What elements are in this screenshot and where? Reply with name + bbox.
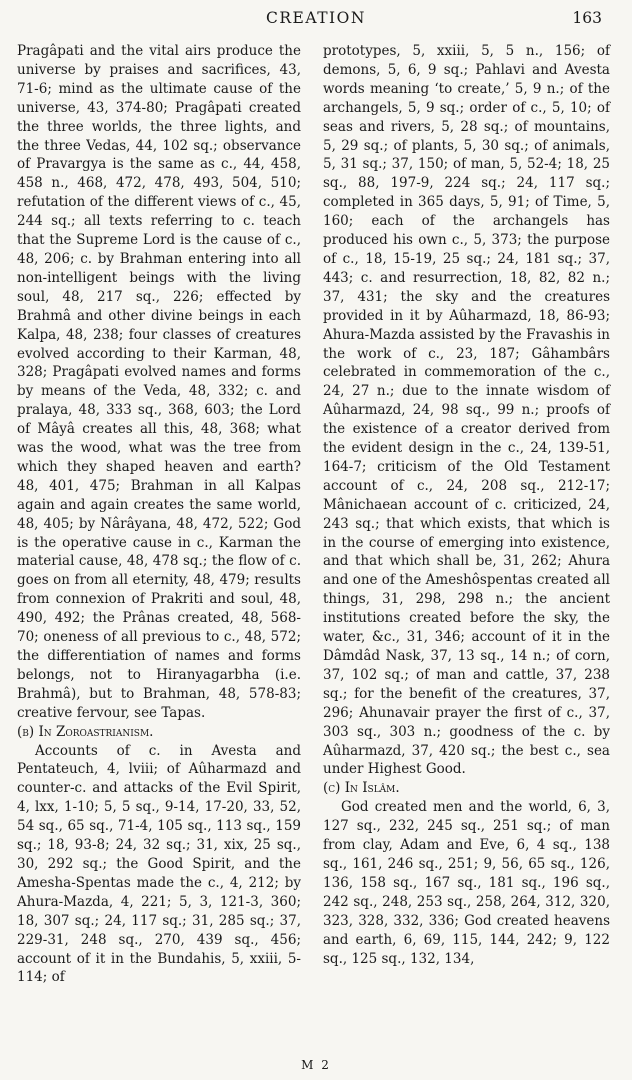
subheading-islam: (c) In Islâm. [323,780,400,797]
entry-creation-a-continued: Pragâpati and the vital airs produce the universe by praises and sacrifices, 43, 71-6; mind as the ultimate cause of the universe, 43, 374-80; Pragâpati created the three worlds, the three lights, and the three Vedas, 44, 102 sq.; observance of Pravargya is the same as c., 44, 458, 458 n., 468, 472, 478, 493, 504, 510; refutation of the different views of c., 45, 244 sq.; all texts referring to c. teach that the Supreme Lord is the cause of c., 48, 206; c. by Brahman entering into all non-intelligent beings with the living soul, 48, 217 sq., 226; effected by Brahmâ and other divine beings in each Kalpa, 48, 238; four classes of creatures evolved according to their Karman, 48, 328; Pragâpati evolved names and forms by means of the Veda, 48, 332; c. and pralaya, 48, 333 sq., 368, 603; the Lord of Mâyâ creates all this, 48, 368; what was the wood, what was the tree from which they shaped heaven and earth? 48, 401, 475; Brahman in all Kalpas again and again creates the same world, 48, 405; by Nârâyana, 48, 472, 522; God is the operative cause in c., Karman the material cause, 48, 478 sq.; the flow of c. goes on from all eternity, 48, 479; results from connexion of Prakriti and soul, 48, 490, 492; the Prânas created, 48, 568-70; oneness of all previous to c., 48, 572; the differentiation of names and forms belongs, not to Hiranyagarbha (i.e. Brahmâ), but to Brahman, 48, 578-83; creative fervour, see Tapas. [17,43,301,721]
page-number: 163 [572,9,602,27]
entry-creation-b-start: Accounts of c. in Avesta and Pentateuch, 4, lviii; of Aûharmazd and counter-c. and attacks of the Evil Spirit, 4, lxx, 1-10; 5, 5 sq., 9-14, 17-20, 33, 52, 54 sq., 65 sq., 71-4, 105 sq., 113 sq., 159 sq.; 18, 93-8; 24, 32 sq.; 31, xix, 25 sq., 30, 292 sq.; the Good Spirit, and the Amesha-Spentas made the c., 4, 212; by Ahura-Mazda, 4, 221; 5, 3, 121-3, 360; 18, 307 sq.; 24, 117 sq.; 31, 285 sq.; 37, 229-31, 248 sq., 270, 439 sq., 456; account of it in the Bundahis, 5, xxiii, 5-114; of [17,742,301,986]
right-column [323,42,610,968]
subheading-zoroastrianism: (b) In Zoroastrianism. [17,723,154,740]
signature-mark: M 2 [301,1058,331,1072]
page-header [0,9,632,33]
entry-creation-c-start: God created men and the world, 6, 3, 127 sq., 232, 245 sq., 251 sq.; of man from clay, Adam and Eve, 6, 4 sq., 138 sq., 161, 246 sq., 251; 9, 56, 65 sq., 126, 136, 158 sq., 167 sq., 181 sq., 196 sq., 242 sq., 248, 253 sq., 258, 264, 312, 320, 323, 328, 332, 336; God created heavens and earth, 6, 69, 115, 144, 242; 9, 122 sq., 125 sq., 132, 134, [323,799,610,967]
running-title: CREATION [266,9,366,27]
left-column [17,42,301,987]
entry-creation-b-continued: prototypes, 5, xxiii, 5, 5 n., 156; of demons, 5, 6, 9 sq.; Pahlavi and Avesta words meaning ‘to create,’ 5, 9 n.; of the archangels, 5, 9 sq.; order of c., 5, 10; of seas and rivers, 5, 28 sq.; of mountains, 5, 29 sq.; of plants, 5, 30 sq.; of animals, 5, 31 sq.; 37, 150; of man, 5, 52-4; 18, 25 sq., 88, 197-9, 224 sq.; 24, 117 sq.; completed in 365 days, 5, 91; of Time, 5, 160; each of the archangels has produced his own c., 5, 373; the purpose of c., 18, 15-19, 25 sq.; 24, 181 sq.; 37, 443; c. and resurrection, 18, 82, 82 n.; 37, 431; the sky and the creatures provided in it by Aûharmazd, 18, 86-93; Ahura-Mazda assisted by the Fravashis in the work of c., 23, 187; Gâhambârs celebrated in commemoration of the c., 24, 27 n.; due to the innate wisdom of Aûharmazd, 24, 98 sq., 99 n.; proofs of the existence of a creator derived from the evident design in the c., 24, 139-51, 164-7; criticism of the Old Testament account of c., 24, 208 sq., 212-17; Mânichaean account of c. criticized, 24, 243 sq.; that which exists, that which is in the course of emerging into existence, and that which shall be, 31, 262; Ahura and one of the Ameshôspentas created all things, 31, 298, 298 n.; the ancient institutions created before the sky, the water, &c., 31, 346; account of it in the Dâmdâd Nask, 37, 13 sq., 14 n.; of corn, 37, 102 sq.; of man and cattle, 37, 238 sq.; for the benefit of the creatures, 37, 296; Ahunavair prayer the first of c., 37, 303 sq., 303 n.; goodness of the c. by Aûharmazd, 37, 420 sq.; the best c., sea under Highest Good. [323,43,610,778]
